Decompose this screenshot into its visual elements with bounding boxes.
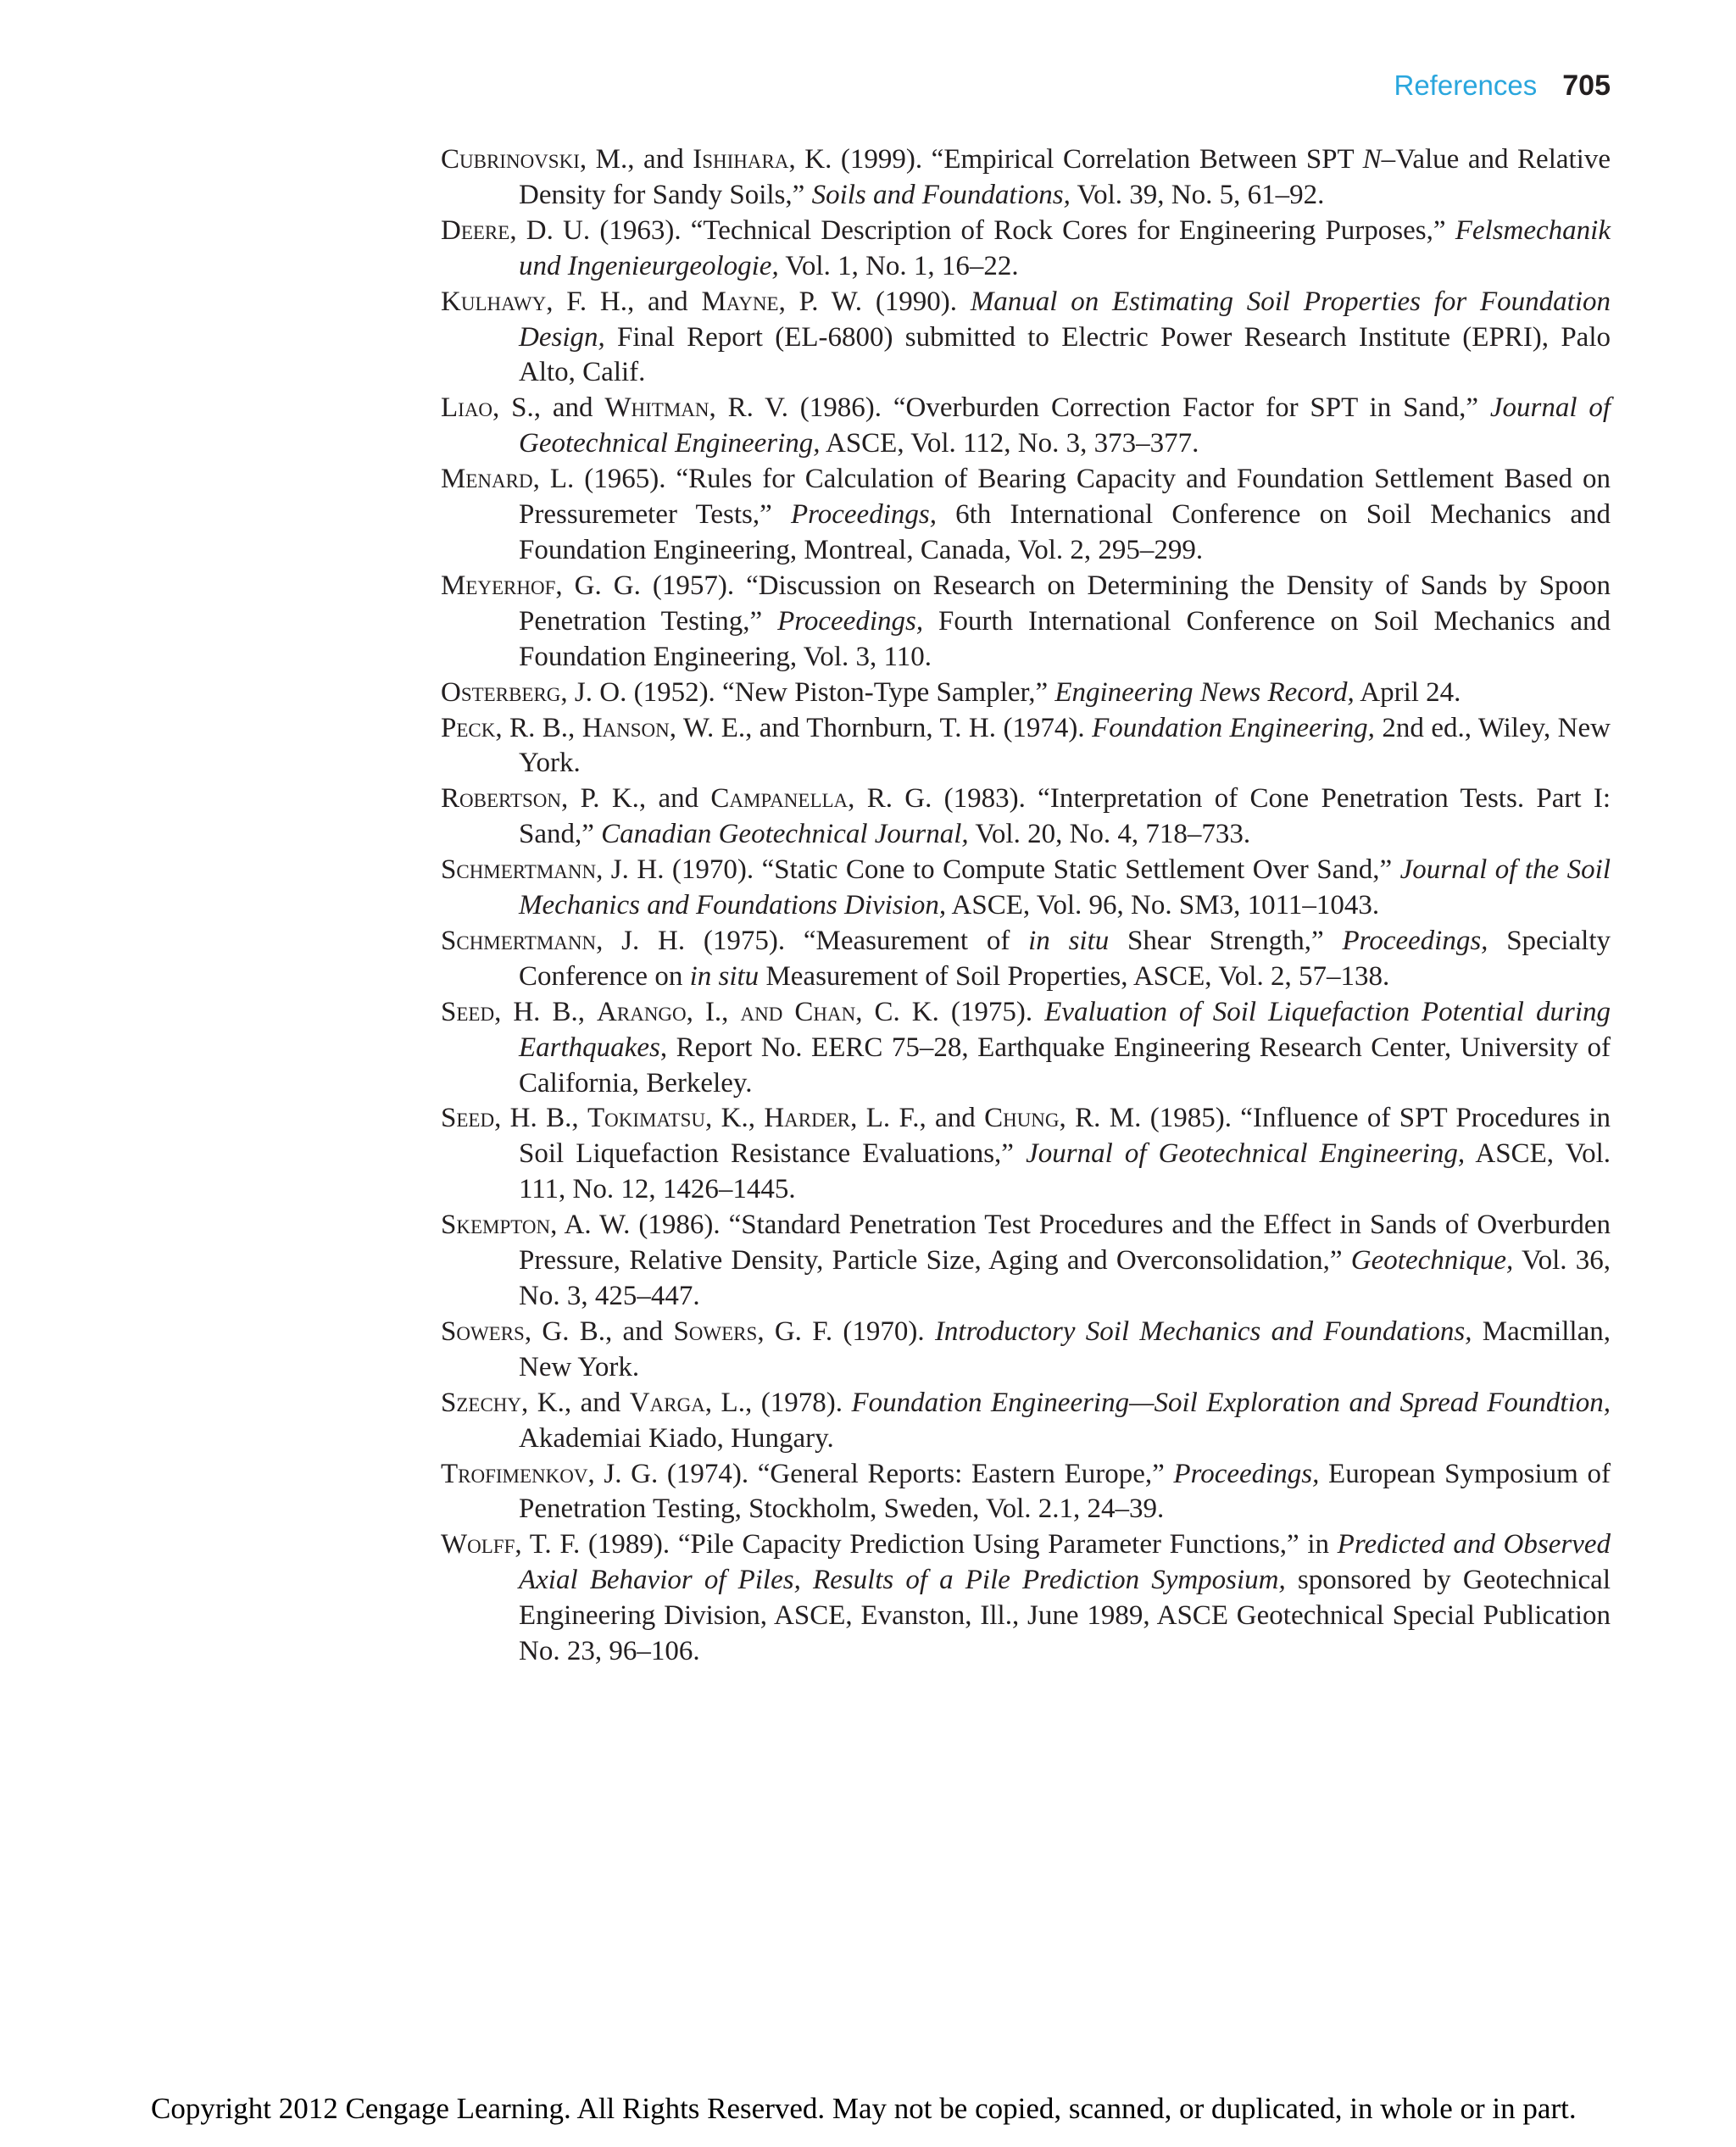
- author-name: Seed: [441, 996, 495, 1027]
- page-number: 705: [1562, 70, 1611, 102]
- italic-title: Evaluation of Soil Liquefaction Potential during Earthquakes: [519, 996, 1611, 1063]
- reference-entry: [441, 285, 1611, 392]
- italic-title: Proceedings,: [777, 605, 924, 637]
- reference-text: , G. B., and: [524, 1315, 674, 1347]
- reference-entry: [441, 1101, 1611, 1208]
- italic-title: Proceedings,: [1173, 1458, 1320, 1489]
- author-name: Cubrinovski: [441, 144, 580, 175]
- author-name: Arango: [597, 996, 687, 1027]
- reference-text: , R. G. (1983). “Interpretation of Cone Penetration Tests. Part I: Sand,”: [519, 783, 1611, 850]
- reference-entry: [441, 1527, 1611, 1670]
- author-name: Osterberg: [441, 676, 561, 708]
- reference-text: , G. F. (1970).: [757, 1315, 935, 1347]
- reference-text: European Symposium of Penetration Testing, Stockholm, Sweden, Vol. 2.1, 24–39.: [519, 1458, 1611, 1525]
- reference-text: , L., (1978).: [704, 1387, 852, 1418]
- author-name: Robertson: [441, 783, 562, 815]
- reference-text: , M., and: [579, 144, 693, 175]
- reference-entry: [441, 142, 1611, 214]
- reference-text: April 24.: [1354, 676, 1461, 708]
- reference-entry: [441, 1386, 1611, 1457]
- italic-title: Engineering News Record,: [1054, 676, 1355, 708]
- reference-text: , K., and: [521, 1387, 630, 1418]
- author-name: Ishihara: [693, 144, 789, 175]
- reference-text: , H. B.,: [494, 996, 598, 1027]
- reference-entry: [441, 853, 1611, 924]
- reference-text: Measurement of Soil Properties, ASCE, Vol. 2, 57–138.: [759, 960, 1390, 992]
- reference-text: –Value and Relative Density for Sandy Soils,”: [519, 144, 1611, 210]
- reference-text: , A. W. (1986). “Standard Penetration Test Procedures and the Effect in Sands of Overburden Pressure, Relative Density, Particle Size, Aging and Overconsolidation,”: [519, 1210, 1611, 1277]
- author-name: Wolff: [441, 1529, 515, 1560]
- reference-text: , P. W. (1990).: [778, 286, 971, 317]
- italic-title: Journal of Geotechnical Engineering,: [1026, 1138, 1466, 1170]
- reference-text: , Report No. EERC 75–28, Earthquake Engineering Research Center, University of California, Berkeley.: [519, 1032, 1611, 1099]
- reference-text: , K. (1999). “Empirical Correlation Between SPT: [788, 144, 1363, 175]
- author-name: Trofimenkov: [441, 1458, 588, 1489]
- italic-title: Soils and Foundations,: [811, 179, 1071, 210]
- reference-text: Vol. 20, No. 4, 718–733.: [968, 819, 1251, 850]
- reference-text: , G. G. (1957). “Discussion on Research on Determining the Density of Sands by Spoon Penetration Testing,”: [519, 570, 1611, 637]
- reference-text: , H. B.,: [494, 1103, 587, 1134]
- author-name: Schmertmann: [441, 854, 597, 886]
- author-name: Harder: [764, 1103, 851, 1134]
- reference-text: , J. H. (1975). “Measurement of: [596, 925, 1029, 956]
- italic-title: Proceedings,: [790, 499, 937, 531]
- reference-text: , S., and: [492, 392, 605, 424]
- reference-entry: [441, 391, 1611, 462]
- reference-text: , D. U. (1963). “Technical Description of Rock Cores for Engineering Purposes,”: [509, 214, 1455, 246]
- reference-text: , J. H. (1970). “Static Cone to Compute Static Settlement Over Sand,”: [596, 854, 1400, 886]
- reference-text: , L. (1965). “Rules for Calculation of Bearing Capacity and Foundation Settlement Based on Pressuremeter Tests,”: [519, 464, 1611, 531]
- reference-entry: [441, 214, 1611, 285]
- italic-title: Journal of the Soil Mechanics and Foundations Division,: [519, 854, 1611, 921]
- author-name: Whitman: [604, 392, 709, 424]
- reference-text: , R. B.,: [495, 712, 582, 743]
- reference-text: Macmillan, New York.: [519, 1315, 1611, 1382]
- author-name: Sowers: [441, 1315, 525, 1347]
- reference-text: ASCE, Vol. 112, No. 3, 373–377.: [820, 428, 1199, 459]
- reference-text: Vol. 36, No. 3, 425–447.: [519, 1245, 1611, 1311]
- reference-entry: [441, 676, 1611, 711]
- author-name: Hanson: [581, 712, 670, 743]
- reference-entry: [441, 781, 1611, 853]
- reference-text: , I.,: [686, 996, 741, 1027]
- reference-text: ASCE, Vol. 96, No. SM3, 1011–1043.: [946, 890, 1380, 921]
- italic-title: in situ: [689, 960, 760, 992]
- reference-text: , R. M. (1985). “Influence of SPT Procedures in Soil Liquefaction Resistance Evaluations,”: [519, 1103, 1611, 1170]
- reference-list: [441, 142, 1611, 1670]
- reference-text: 2nd ed., Wiley, New York.: [519, 712, 1611, 779]
- reference-text: 6th International Conference on Soil Mechanics and Foundation Engineering, Montreal, Canada, Vol. 2, 295–299.: [519, 499, 1611, 565]
- author-name: Schmertmann: [441, 925, 597, 956]
- author-name: Deere: [441, 214, 510, 246]
- author-name: Szechy: [441, 1387, 522, 1418]
- author-name: Sowers: [673, 1315, 758, 1347]
- reference-entry: [441, 1315, 1611, 1386]
- reference-text: , J. G. (1974). “General Reports: Eastern Europe,”: [587, 1458, 1174, 1489]
- italic-title: Proceedings,: [1342, 925, 1488, 956]
- italic-title: Journal of Geotechnical Engineering,: [519, 392, 1611, 459]
- italic-title: Manual on Estimating Soil Properties for Foundation Design,: [519, 286, 1611, 353]
- author-name: Campanella: [710, 783, 849, 815]
- author-name: Tokimatsu: [587, 1103, 705, 1134]
- reference-entry: [441, 995, 1611, 1102]
- author-name: Peck: [441, 712, 496, 743]
- reference-entry: [441, 1208, 1611, 1315]
- author-name: Meyerhof: [441, 570, 556, 601]
- author-name: Seed: [441, 1103, 495, 1134]
- author-name: Kulhawy: [441, 286, 547, 317]
- reference-text: Final Report (EL-6800) submitted to Electric Power Research Institute (EPRI), Palo Alto, Calif.: [519, 321, 1611, 388]
- reference-text: , W. E., and Thornburn, T. H. (1974).: [669, 712, 1093, 743]
- reference-text: , T. F. (1989). “Pile Capacity Prediction Using Parameter Functions,” in: [515, 1529, 1338, 1560]
- reference-text: Specialty Conference on: [519, 925, 1611, 992]
- italic-title: Geotechnique,: [1350, 1245, 1514, 1277]
- reference-entry: [441, 1457, 1611, 1528]
- author-name: Skempton: [441, 1210, 551, 1241]
- reference-text: Akademiai Kiado, Hungary.: [519, 1422, 834, 1454]
- italic-title: in situ: [1028, 925, 1110, 956]
- author-name: Mayne: [701, 286, 779, 317]
- reference-text: Fourth International Conference on Soil Mechanics and Foundation Engineering, Vol. 3, 110.: [519, 605, 1611, 672]
- reference-text: , F. H., and: [546, 286, 702, 317]
- author-name: Menard: [441, 464, 533, 495]
- reference-text: , K.,: [705, 1103, 765, 1134]
- italic-title: Foundation Engineering,: [1092, 712, 1375, 743]
- reference-text: , C. K. (1975).: [855, 996, 1045, 1027]
- reference-text: , R. V. (1986). “Overburden Correction Factor for SPT in Sand,”: [709, 392, 1490, 424]
- reference-entry: [441, 569, 1611, 676]
- italic-title: Introductory Soil Mechanics and Foundations,: [934, 1315, 1472, 1347]
- reference-entry: [441, 711, 1611, 782]
- italic-title: Felsmechanik und Ingenieurgeologie,: [519, 214, 1611, 281]
- author-name: Varga: [629, 1387, 705, 1418]
- reference-text: , L. F., and: [850, 1103, 985, 1134]
- section-title: References: [1394, 70, 1538, 101]
- reference-text: Shear Strength,”: [1109, 925, 1343, 956]
- reference-entry: [441, 924, 1611, 995]
- italic-title: N: [1362, 144, 1382, 175]
- author-name: Chung: [984, 1103, 1060, 1134]
- reference-text: Vol. 39, No. 5, 61–92.: [1070, 179, 1325, 210]
- italic-title: Canadian Geotechnical Journal,: [601, 819, 969, 850]
- reference-text: sponsored by Geotechnical Engineering Division, ASCE, Evanston, Ill., June 1989, ASCE Geotechnical Special Publication No. 23, 96–106.: [519, 1565, 1611, 1667]
- reference-text: [782, 997, 794, 1027]
- reference-text: , P. K., and: [561, 783, 711, 815]
- author-name: Chan: [794, 996, 856, 1027]
- reference-text: Vol. 1, No. 1, 16–22.: [778, 250, 1019, 281]
- reference-entry: [441, 462, 1611, 569]
- author-name: Liao: [441, 392, 493, 424]
- reference-text: , J. O. (1952). “New Piston-Type Sampler,”: [560, 676, 1055, 708]
- italic-title: Predicted and Observed Axial Behavior of Piles, Results of a Pile Prediction Symposium,: [519, 1529, 1611, 1596]
- running-header: [1394, 70, 1611, 103]
- reference-text: ASCE, Vol. 111, No. 12, 1426–1445.: [519, 1138, 1611, 1205]
- copyright-notice: Copyright 2012 Cengage Learning. All Rights Reserved. May not be copied, scanned, or duplicated, in whole or in part.: [151, 2092, 1577, 2125]
- italic-title: Foundation Engineering—Soil Exploration and Spread Foundtion,: [851, 1387, 1611, 1418]
- author-name: and: [740, 996, 783, 1027]
